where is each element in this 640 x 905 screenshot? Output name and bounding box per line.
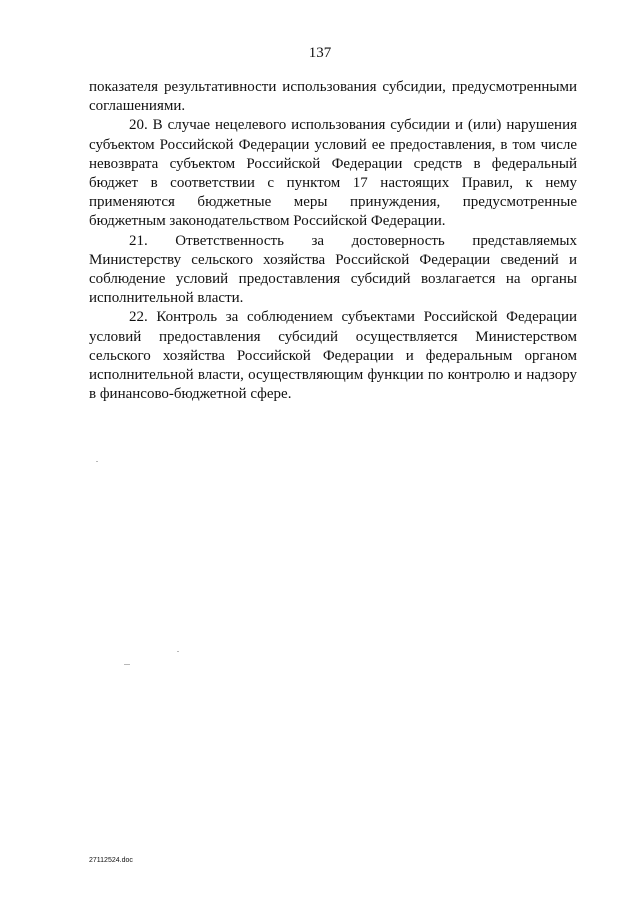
paragraph-continuation: показателя результативности использования субсидии, предусмотренными соглашениями. xyxy=(89,79,577,115)
footer-file-code: 27112524.doc xyxy=(89,857,133,864)
paragraph-21: 21. Ответственность за достоверность представляемых Министерству сельского хозяйства Российской Федерации сведений и соблюдение условий предоставления субсидий возлагается на органы исполнительной власти. xyxy=(89,232,577,307)
document-body xyxy=(89,78,577,404)
scan-speck xyxy=(177,651,179,652)
scan-speck xyxy=(96,461,98,462)
scan-speck xyxy=(124,664,130,665)
page-number: 137 xyxy=(308,45,332,61)
paragraph-20: 20. В случае нецелевого использования субсидии и (или) нарушения субъектом Российской Федерации условий ее предоставления, в том числе невозврата субъектом Российской Федерации средств в федеральный бюджет в соответствии с пунктом 17 настоящих Правил, к нему применяются бюджетные меры принуждения, предусмотренные бюджетным законодательством Российской Федерации. xyxy=(89,117,577,230)
paragraph-22: 22. Контроль за соблюдением субъектами Российской Федерации условий предоставления субсидий осуществляется Министерством сельского хозяйства Российской Федерации и федеральным органом исполнительной власти, осуществляющим функции по контролю и надзору в финансово-бюджетной сфере. xyxy=(89,309,577,403)
